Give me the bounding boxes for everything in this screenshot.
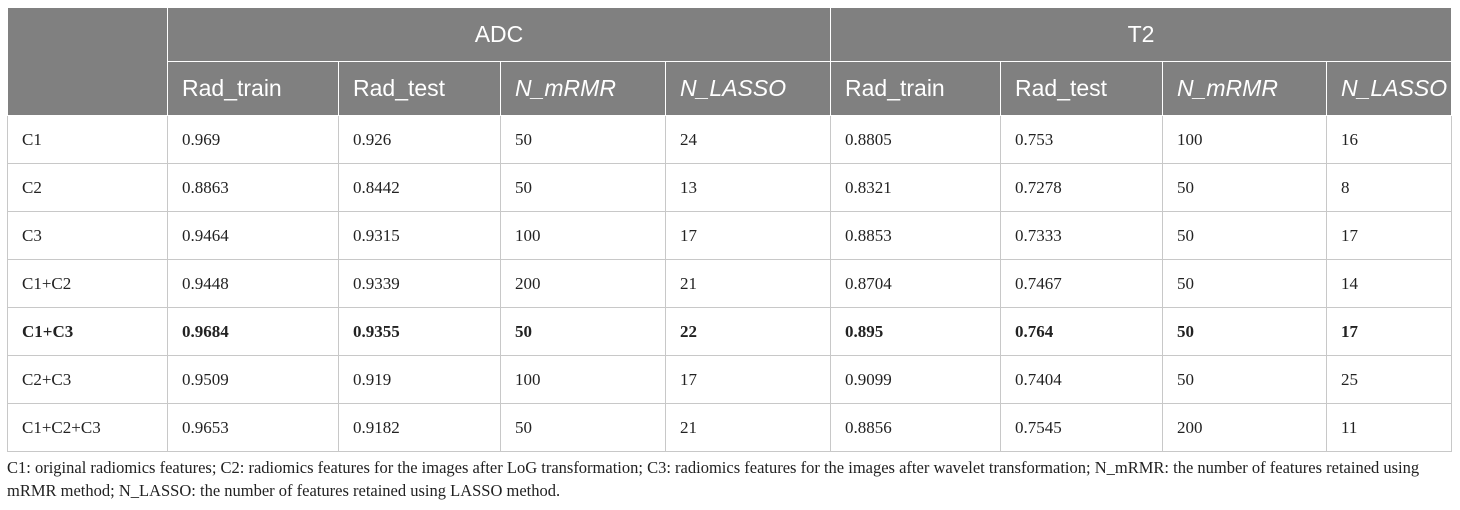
column-header-row <box>8 62 1452 116</box>
table-cell: 17 <box>666 212 831 260</box>
table-cell: 0.9448 <box>168 260 339 308</box>
table-cell: 0.969 <box>168 116 339 164</box>
table-cell: 50 <box>1163 356 1327 404</box>
table-cell: 50 <box>1163 212 1327 260</box>
column-header-adc-rad-test: Rad_test <box>339 62 501 116</box>
table-cell: 0.9464 <box>168 212 339 260</box>
table-cell: 0.9315 <box>339 212 501 260</box>
table-footnote: C1: original radiomics features; C2: radiomics features for the images after LoG transformation; C3: radiomics features for the images after wavelet transformation; N_mRMR: the number of features retained using mRMR method; N_LASSO: the number of features retained using LASSO method. <box>7 458 1420 500</box>
column-header-adc-n-mrmr: N_mRMR <box>501 62 666 116</box>
table-cell: 0.9653 <box>168 404 339 452</box>
table-cell: 0.7333 <box>1001 212 1163 260</box>
table-cell: 17 <box>1327 308 1452 356</box>
table-cell: 50 <box>501 308 666 356</box>
table-cell: 0.9099 <box>831 356 1001 404</box>
group-header-t2: T2 <box>831 8 1452 62</box>
table-cell: 100 <box>501 356 666 404</box>
table-cell: 0.7404 <box>1001 356 1163 404</box>
table-row <box>8 404 1452 452</box>
table-cell: 0.9509 <box>168 356 339 404</box>
table-cell: 17 <box>666 356 831 404</box>
row-label: C3 <box>8 212 168 260</box>
column-header-adc-n-lasso: N_LASSO <box>666 62 831 116</box>
row-label: C1+C3 <box>8 308 168 356</box>
table-cell: 50 <box>501 164 666 212</box>
table-cell: 0.8805 <box>831 116 1001 164</box>
table-cell: 21 <box>666 260 831 308</box>
table-cell: 0.8856 <box>831 404 1001 452</box>
table-cell: 200 <box>501 260 666 308</box>
table-cell: 21 <box>666 404 831 452</box>
group-header-adc: ADC <box>168 8 831 62</box>
table-row-highlighted <box>8 308 1452 356</box>
table-row <box>8 356 1452 404</box>
table-cell: 0.9182 <box>339 404 501 452</box>
table-cell: 16 <box>1327 116 1452 164</box>
table-row <box>8 116 1452 164</box>
table-cell: 0.9339 <box>339 260 501 308</box>
table-cell: 200 <box>1163 404 1327 452</box>
column-header-t2-rad-train: Rad_train <box>831 62 1001 116</box>
table-cell: 50 <box>501 404 666 452</box>
column-header-t2-n-lasso: N_LASSO <box>1327 62 1452 116</box>
table-cell: 13 <box>666 164 831 212</box>
table-cell: 17 <box>1327 212 1452 260</box>
column-header-adc-rad-train: Rad_train <box>168 62 339 116</box>
row-label: C1+C2 <box>8 260 168 308</box>
table-cell: 14 <box>1327 260 1452 308</box>
table-cell: 0.8704 <box>831 260 1001 308</box>
table-row <box>8 212 1452 260</box>
table-cell: 100 <box>1163 116 1327 164</box>
group-header-row <box>8 8 1452 62</box>
table-cell: 0.8442 <box>339 164 501 212</box>
table-cell: 50 <box>501 116 666 164</box>
corner-header-cell <box>8 8 168 116</box>
table-cell: 25 <box>1327 356 1452 404</box>
table-cell: 0.895 <box>831 308 1001 356</box>
table-cell: 22 <box>666 308 831 356</box>
table-cell: 0.8321 <box>831 164 1001 212</box>
table-cell: 50 <box>1163 164 1327 212</box>
row-label: C2 <box>8 164 168 212</box>
table-cell: 0.7467 <box>1001 260 1163 308</box>
table-cell: 8 <box>1327 164 1452 212</box>
results-table-container <box>7 7 1451 452</box>
table-cell: 0.753 <box>1001 116 1163 164</box>
table-cell: 0.7278 <box>1001 164 1163 212</box>
results-table <box>7 7 1452 452</box>
row-label: C1+C2+C3 <box>8 404 168 452</box>
table-row <box>8 164 1452 212</box>
table-cell: 0.926 <box>339 116 501 164</box>
table-row <box>8 260 1452 308</box>
table-cell: 0.919 <box>339 356 501 404</box>
row-label: C2+C3 <box>8 356 168 404</box>
column-header-t2-rad-test: Rad_test <box>1001 62 1163 116</box>
table-cell: 50 <box>1163 308 1327 356</box>
table-cell: 0.764 <box>1001 308 1163 356</box>
table-cell: 0.8853 <box>831 212 1001 260</box>
table-cell: 0.9355 <box>339 308 501 356</box>
table-cell: 24 <box>666 116 831 164</box>
row-label: C1 <box>8 116 168 164</box>
table-cell: 0.7545 <box>1001 404 1163 452</box>
table-cell: 100 <box>501 212 666 260</box>
table-cell: 11 <box>1327 404 1452 452</box>
table-cell: 0.9684 <box>168 308 339 356</box>
table-cell: 0.8863 <box>168 164 339 212</box>
column-header-t2-n-mrmr: N_mRMR <box>1163 62 1327 116</box>
table-cell: 50 <box>1163 260 1327 308</box>
